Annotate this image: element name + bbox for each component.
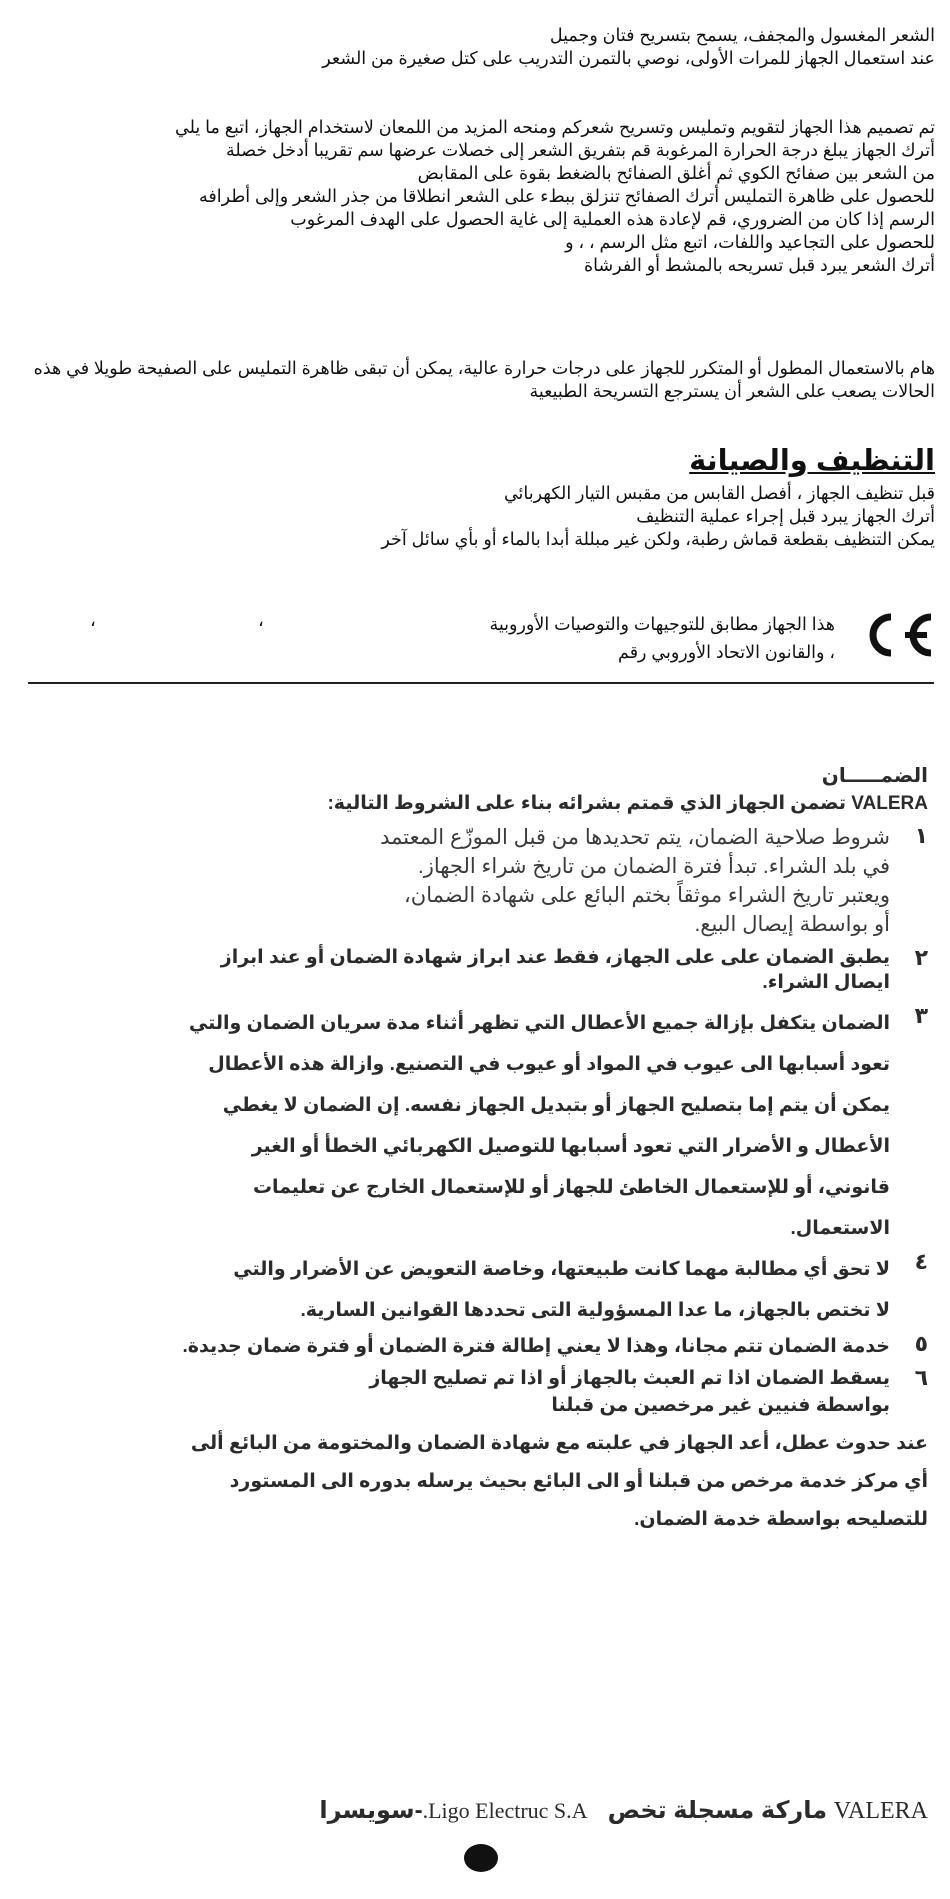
- warranty-item: [28, 1249, 928, 1331]
- instruction-line: أترك الجهاز يبلغ درجة الحرارة المرغوبة قم بتفريق الشعر إلى خصلات عرضها سم تقريبا أدخل خصلة: [226, 140, 935, 160]
- item-number: ٢: [914, 945, 928, 970]
- important-text: هام بالاستعمال المطول أو المتكرر للجهاز على درجات حرارة عالية، يمكن أن تبقى ظاهرة التمليس على الصفيحة طويلا في هذه الحالات يصعب على الشعر أن يسترجع التسريحة الطبيعية: [33, 358, 935, 401]
- item-line: يطبق الضمان على على الجهاز، فقط عند ابراز شهادة الضمان أو عند ابراز: [220, 947, 890, 968]
- item-line: شروط صلاحية الضمان، يتم تحديدها من قبل الموزّع المعتمد: [380, 826, 890, 849]
- item-line: في بلد الشراء. تبدأ فترة الضمان من تاريخ شراء الجهاز.: [417, 855, 890, 878]
- important-note: [20, 357, 935, 403]
- warranty-item: [28, 1331, 928, 1363]
- warranty-item: [28, 945, 928, 995]
- closing-line: عند حدوث عطل، أعد الجهاز في علبته مع شهادة الضمان والمختومة من البائع ألى: [190, 1433, 928, 1454]
- cleaning-line: قبل تنظيف الجهاز ، أفصل القابس من مقبس التيار الكهربائي: [503, 483, 935, 503]
- item-line: الاستعمال.: [790, 1218, 890, 1239]
- compliance-separator: ،: [90, 610, 96, 630]
- cleaning-section: [20, 482, 935, 551]
- item-line: يسقط الضمان اذا تم العبث بالجهاز أو اذا تم تصليح الجهاز: [369, 1368, 890, 1389]
- warranty-item: [28, 1365, 928, 1419]
- item-line: الأعطال و الأضرار التي تعود أسبابها للتوصيل الكهربائي الخطأ أو الغير: [251, 1136, 890, 1157]
- page-dot-mark: [464, 1844, 498, 1872]
- warranty-closing: [28, 1425, 928, 1539]
- intro-line: الشعر المغسول والمجفف، يسمح بتسريح فتان وجميل: [549, 25, 935, 45]
- closing-line: أي مركز خدمة مرخص من قبلنا أو الى البائع بحيث يرسله بدوره الى المستورد: [229, 1471, 928, 1492]
- compliance-line: هذا الجهاز مطابق للتوجيهات والتوصيات الأوروبية: [489, 614, 835, 634]
- cleaning-heading: التنظيف والصيانة: [689, 445, 935, 477]
- closing-line: للتصليحه بواسطة خدمة الضمان.: [634, 1509, 928, 1530]
- section-divider: [28, 682, 934, 684]
- item-number: ١: [914, 823, 928, 848]
- item-line: يمكن أن يتم إما بتصليح الجهاز أو بتبديل الجهاز نفسه. إن الضمان لا يغطي: [222, 1095, 890, 1116]
- item-number: ٦: [914, 1365, 928, 1390]
- company-name: Ligo Electruc S.A.: [422, 1798, 588, 1823]
- country-name: -سويسرا: [319, 1797, 423, 1824]
- item-line: لا تختص بالجهاز، ما عدا المسؤولية التى تحددها القوانين السارية.: [300, 1300, 890, 1321]
- trademark-footer: [319, 1796, 928, 1825]
- item-number: ٥: [914, 1331, 928, 1356]
- item-line: لا تحق أي مطالبة مهما كانت طبيعتها، وخاصة التعويض عن الأضرار والتي: [233, 1259, 890, 1280]
- instruction-line: أترك الشعر يبرد قبل تسريحه بالمشط أو الفرشاة: [584, 255, 935, 275]
- instruction-line: الرسم إذا كان من الضروري، قم لإعادة هذه العملية إلى غاية الحصول على الهدف المرغوب: [290, 209, 935, 229]
- instruction-line: من الشعر بين صفائح الكوي ثم أغلق الصفائح بالضغط بقوة على المقابض: [417, 163, 935, 183]
- cleaning-line: يمكن التنظيف بقطعة قماش رطبة، ولكن غير مبللة أبدا بالماء أو بأي سائل آخر: [381, 529, 935, 549]
- warranty-title: الضمـــــان: [821, 765, 928, 787]
- item-line: ويعتبر تاريخ الشراء موثقاً بختم البائع على شهادة الضمان،: [404, 884, 890, 907]
- item-number: ٤: [914, 1249, 928, 1274]
- instruction-line: تم تصميم هذا الجهاز لتقويم وتمليس وتسريح شعركم ومنحه المزيد من اللمعان لاستخدام الجهاز، اتبع ما يلي: [175, 117, 935, 137]
- item-line: تعود أسبابها الى عيوب في المواد أو عيوب في التصنيع. وازالة هذه الأعطال: [208, 1054, 890, 1075]
- item-line: بواسطة فنيين غير مرخصين من قبلنا: [551, 1395, 890, 1416]
- compliance-statement: [315, 610, 835, 666]
- usage-instructions: [20, 116, 935, 277]
- item-line: الضمان يتكفل بإزالة جميع الأعطال التي تظهر أثناء مدة سريان الضمان والتي: [188, 1013, 890, 1034]
- item-number: ٣: [914, 1003, 928, 1028]
- intro-paragraph: [20, 24, 935, 70]
- cleaning-line: أترك الجهاز يبرد قبل إجراء عملية التنظيف: [636, 506, 935, 526]
- item-line: خدمة الضمان تتم مجانا، وهذا لا يعني إطالة فترة الضمان أو فترة ضمان جديدة.: [182, 1336, 890, 1357]
- item-line: ايصال الشراء.: [762, 972, 890, 993]
- warranty-item: [28, 1003, 928, 1249]
- instruction-line: للحصول على ظاهرة التمليس أترك الصفائح تنزلق ببطء على الشعر انطلاقا من جذر الشعر وإلى أطرافه: [199, 186, 935, 206]
- warranty-item: [28, 823, 928, 939]
- trademark-text: ماركة مسجلة تخص: [607, 1797, 828, 1824]
- item-line: أو بواسطة إيصال البيع.: [694, 913, 890, 936]
- compliance-line: ، والقانون الاتحاد الأوروبي رقم: [618, 642, 835, 662]
- ce-mark-icon: [855, 607, 935, 663]
- brand-name: VALERA: [833, 1798, 928, 1824]
- warranty-section: [28, 763, 928, 1539]
- instruction-line: للحصول على التجاعيد واللفات، اتبع مثل الرسم ، ، و: [565, 232, 935, 252]
- intro-line: عند استعمال الجهاز للمرات الأولى، نوصي بالتمرن التدريب على كتل صغيرة من الشعر: [322, 48, 935, 68]
- compliance-separator: ،: [258, 610, 264, 630]
- warranty-intro: VALERA تضمن الجهاز الذي قمتم بشرائه بناء على الشروط التالية:: [327, 793, 928, 814]
- item-line: قانوني، أو للإستعمال الخاطئ للجهاز أو للإستعمال الخارج عن تعليمات: [252, 1177, 890, 1198]
